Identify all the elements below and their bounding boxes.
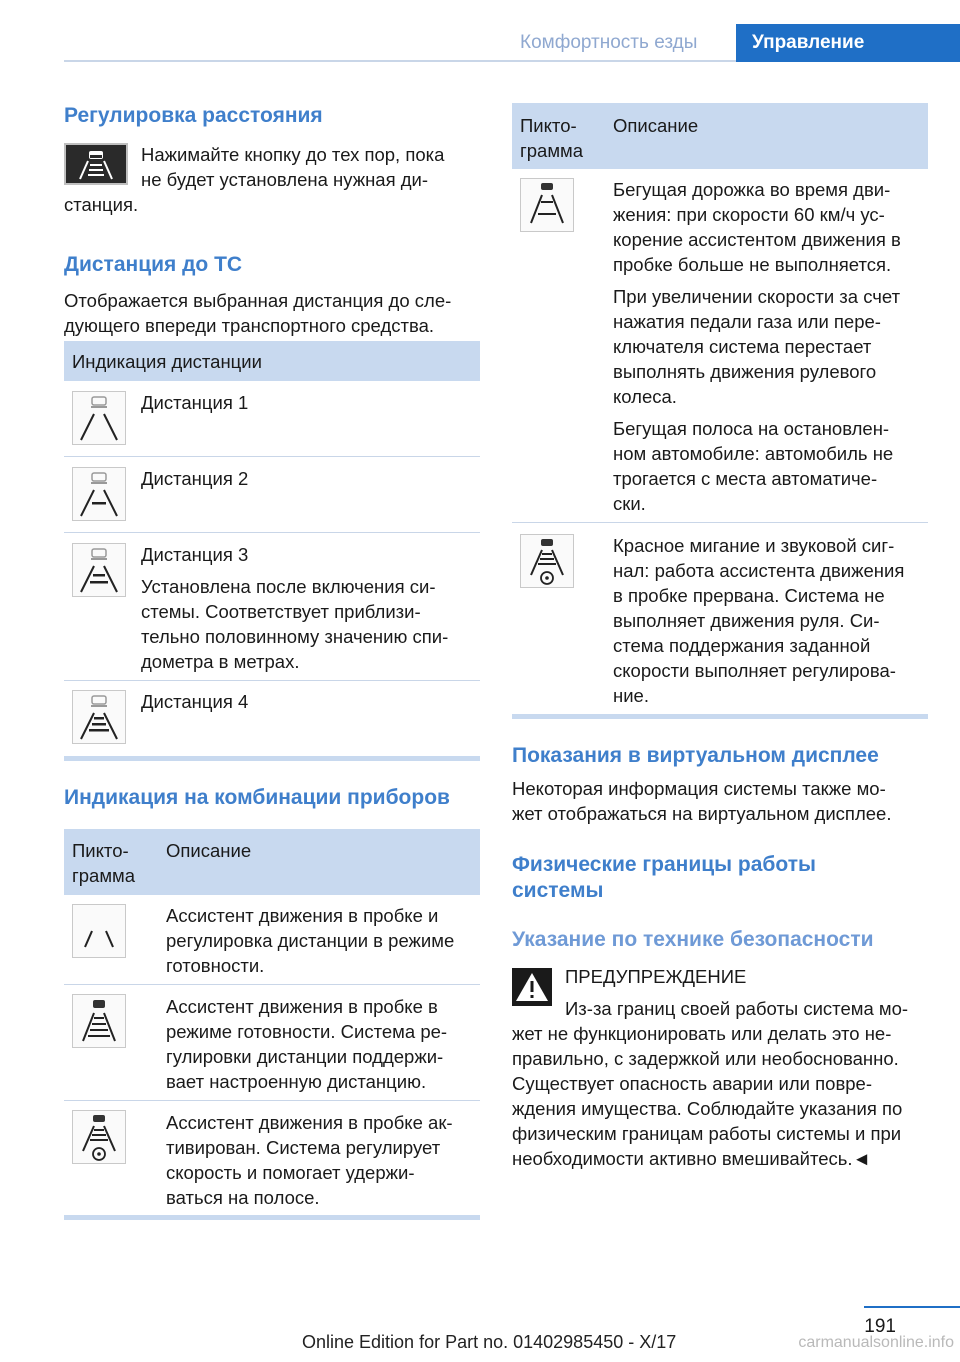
col-pictogram-label: грамма <box>520 140 584 161</box>
right-row-text: нал: работа ассистента движения <box>613 560 905 581</box>
red-warning-steering-icon <box>520 534 574 588</box>
standby-lanes-icon <box>72 904 126 958</box>
header-section: Комфортность езды <box>520 32 698 53</box>
cluster-row-text: вает настроенную дистанцию. <box>166 1071 427 1092</box>
edition-note: Online Edition for Part no. 01402985450 - X/17 <box>302 1332 677 1352</box>
distance-to-vehicle-heading: Дистанция до ТС <box>64 253 243 276</box>
right-row-text: колеса. <box>613 386 677 407</box>
col-pictogram-label: Пикто- <box>72 840 129 861</box>
active-steering-icon <box>72 1110 126 1164</box>
dist-text-line: Отображается выбранная дистанция до сле- <box>64 290 452 311</box>
table-separator <box>64 532 480 533</box>
cluster-row-text: режиме готовности. Система ре- <box>166 1021 448 1042</box>
distance-regulation-heading: Регулировка расстояния <box>64 104 323 127</box>
col-description-label: Описание <box>166 840 252 861</box>
right-row-text: Бегущая дорожка во время дви- <box>613 179 891 200</box>
warning-icon <box>512 968 552 1006</box>
cluster-table-header <box>64 829 480 895</box>
cluster-row-text: готовности. <box>166 955 265 976</box>
right-row-text: ски. <box>613 493 646 514</box>
cluster-row-text: скорость и помогает удержи- <box>166 1162 415 1183</box>
distance-row-text: стемы. Соответствует приблизи- <box>141 601 421 622</box>
right-row-text: ключателя система перестает <box>613 336 872 357</box>
col-description-label: Описание <box>613 115 699 136</box>
cluster-row-text: регулировка дистанции в режиме <box>166 930 455 951</box>
dist-text-line: дующего впереди транспортного средства. <box>64 315 435 336</box>
table-end-rule <box>512 714 928 719</box>
right-row-text: трогается с места автоматиче- <box>613 468 878 489</box>
right-row-text: Красное мигание и звуковой сиг- <box>613 535 895 556</box>
footer-rule <box>864 1306 960 1308</box>
right-table-header <box>512 103 928 169</box>
reg-text-line: станция. <box>64 194 139 215</box>
table-end-rule <box>64 756 480 761</box>
distance-row-text: Дистанция 4 <box>141 691 249 712</box>
distance-table-header <box>64 341 480 381</box>
distance-4-icon <box>72 690 126 744</box>
distance-row-text: Установлена после включения си- <box>141 576 436 597</box>
distance-table-header-label: Индикация дистанции <box>72 351 262 372</box>
warning-text-line: физическим границам работы системы и при <box>512 1123 902 1144</box>
page-number: 191 <box>864 1316 896 1337</box>
distance-row-text: Дистанция 2 <box>141 468 249 489</box>
table-separator <box>64 680 480 681</box>
distance-row-text: Дистанция 3 <box>141 544 249 565</box>
cluster-row-text: Ассистент движения в пробке в <box>166 996 438 1017</box>
reg-text-line: не будет установлена нужная ди- <box>141 169 429 190</box>
right-row-text: выполнять движения рулевого <box>613 361 877 382</box>
cluster-row-text: Ассистент движения в пробке ак- <box>166 1112 453 1133</box>
right-row-text: пробке больше не выполняется. <box>613 254 892 275</box>
right-row-text: ние. <box>613 685 649 706</box>
distance-row-text: дометра в метрах. <box>141 651 300 672</box>
header-chapter: Управление <box>736 24 960 62</box>
warning-text-line: правильно, с задержкой или необоснованно. <box>512 1048 899 1069</box>
warning-text-line: Существует опасность аварии или повре- <box>512 1073 873 1094</box>
cluster-row-text: гулировки дистанции поддержи- <box>166 1046 444 1067</box>
right-row-text: При увеличении скорости за счет <box>613 286 901 307</box>
warning-text-line: ждения имущества. Соблюдайте указания по <box>512 1098 903 1119</box>
system-limits-heading: Физические границы работы <box>512 853 816 876</box>
table-end-rule <box>64 1215 480 1220</box>
cluster-row-text: Ассистент движения в пробке и <box>166 905 439 926</box>
table-separator <box>64 456 480 457</box>
warning-text-line: необходимости активно вмешивайтесь.◄ <box>512 1148 871 1169</box>
right-row-text: в пробке прервана. Система не <box>613 585 885 606</box>
watermark: carmanualsonline.info <box>798 1334 954 1351</box>
right-row-text: ном автомобиле: автомобиль не <box>613 443 894 464</box>
safety-note-heading: Указание по технике безопасности <box>512 928 874 951</box>
distance-1-icon <box>72 391 126 445</box>
warning-text-line: жет не функционировать или делать это не- <box>512 1023 892 1044</box>
right-row-text: выполняет движения руля. Си- <box>613 610 880 631</box>
system-limits-heading: системы <box>512 879 604 902</box>
distance-button-icon <box>64 143 128 185</box>
distance-3-icon <box>72 543 126 597</box>
distance-row-text: тельно половинному значению спи- <box>141 626 449 647</box>
right-row-text: нажатия педали газа или пере- <box>613 311 881 332</box>
reg-text-line: Нажимайте кнопку до тех пор, пока <box>141 144 445 165</box>
warning-text-line: Из-за границ своей работы система мо- <box>565 998 909 1019</box>
table-separator <box>512 522 928 523</box>
cluster-row-text: ваться на полосе. <box>166 1187 320 1208</box>
col-pictogram-label: грамма <box>72 865 136 886</box>
lane-steering-icon <box>520 178 574 232</box>
right-row-text: стема поддержания заданной <box>613 635 871 656</box>
right-row-text: Бегущая полоса на остановлен- <box>613 418 890 439</box>
distance-2-icon <box>72 467 126 521</box>
cluster-indication-heading: Индикация на комбинации приборов <box>64 786 450 809</box>
warning-label: ПРЕДУПРЕЖДЕНИЕ <box>565 966 747 987</box>
table-separator <box>64 1100 480 1101</box>
right-row-text: жения: при скорости 60 км/ч ус- <box>613 204 885 225</box>
distance-row-text: Дистанция 1 <box>141 392 249 413</box>
virtual-display-heading: Показания в виртуальном дисплее <box>512 744 879 767</box>
standby-distance-icon <box>72 994 126 1048</box>
right-row-text: скорости выполняет регулирова- <box>613 660 896 681</box>
right-row-text: корение ассистентом движения в <box>613 229 901 250</box>
virtual-text-line: жет отображаться на виртуальном дисплее. <box>512 803 892 824</box>
col-pictogram-label: Пикто- <box>520 115 577 136</box>
table-separator <box>64 984 480 985</box>
virtual-text-line: Некоторая информация системы также мо- <box>512 778 886 799</box>
cluster-row-text: тивирован. Система регулирует <box>166 1137 441 1158</box>
